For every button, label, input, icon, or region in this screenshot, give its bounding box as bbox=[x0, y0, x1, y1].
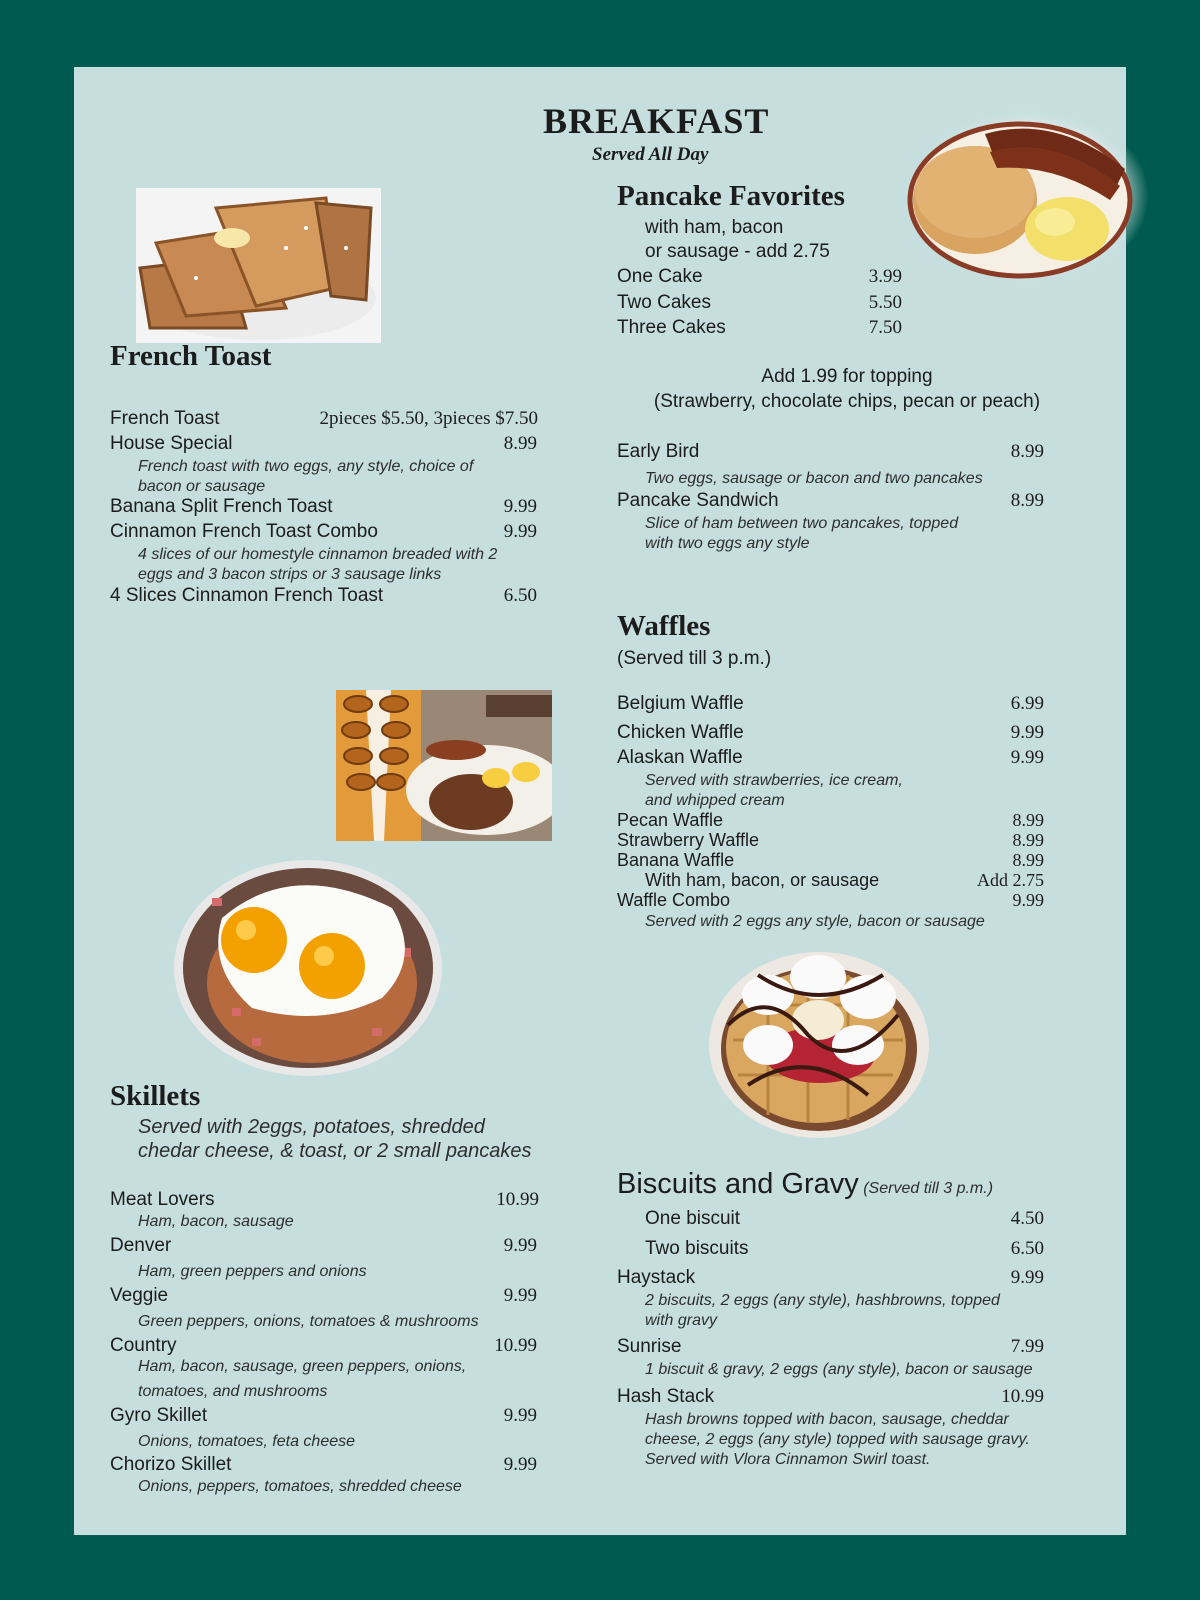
pancake-note-1: with ham, bacon bbox=[645, 217, 784, 238]
topping-options: (Strawberry, chocolate chips, pecan or peach) bbox=[653, 391, 1041, 412]
menu-item-name: Chorizo Skillet bbox=[110, 1454, 232, 1475]
menu-item-name: Alaskan Waffle bbox=[617, 747, 743, 768]
biscuits-note: (Served till 3 p.m.) bbox=[863, 1180, 994, 1197]
menu-item-name: Early Bird bbox=[617, 441, 700, 462]
menu-item-description: 4 slices of our homestyle cinnamon breaded with 2 bbox=[138, 546, 498, 563]
skillet-photo bbox=[172, 858, 444, 1078]
menu-item-name: Two Cakes bbox=[617, 292, 711, 313]
menu-item-name: Pecan Waffle bbox=[617, 810, 724, 830]
menu-item-price: 8.99 bbox=[1012, 850, 1044, 870]
menu-item-description: 2 biscuits, 2 eggs (any style), hashbrowns, topped bbox=[645, 1292, 1000, 1309]
menu-item-price: 9.99 bbox=[503, 1405, 537, 1426]
menu-item-name: Cinnamon French Toast Combo bbox=[110, 521, 378, 542]
menu-item-price: 8.99 bbox=[503, 433, 537, 454]
menu-item-price: 8.99 bbox=[1012, 830, 1044, 850]
menu-item-name: Meat Lovers bbox=[110, 1189, 215, 1210]
menu-item-price: 8.99 bbox=[1010, 441, 1044, 462]
pancake-note-2: or sausage - add 2.75 bbox=[645, 241, 830, 262]
menu-item-price: 9.99 bbox=[503, 521, 537, 542]
skillets-heading: Skillets bbox=[110, 1080, 201, 1112]
menu-item-description: Hash browns topped with bacon, sausage, cheddar bbox=[645, 1411, 1009, 1428]
menu-item-price: 6.50 bbox=[503, 585, 537, 606]
menu-item-description: Ham, bacon, sausage, green peppers, onions, bbox=[138, 1358, 467, 1375]
menu-item-description: Onions, tomatoes, feta cheese bbox=[138, 1433, 356, 1450]
menu-item-name: One biscuit bbox=[645, 1208, 741, 1229]
menu-item-price: 9.99 bbox=[503, 496, 537, 517]
menu-item-name: Chicken Waffle bbox=[617, 722, 744, 743]
menu-item-name: Haystack bbox=[617, 1267, 696, 1288]
menu-item-description: eggs and 3 bacon strips or 3 sausage links bbox=[138, 566, 442, 583]
menu-item-price: 9.99 bbox=[503, 1285, 537, 1306]
menu-item-description: tomatoes, and mushrooms bbox=[138, 1383, 328, 1400]
menu-item-price: 9.99 bbox=[503, 1454, 537, 1475]
menu-item-price: 3.99 bbox=[868, 266, 902, 287]
menu-item-description: Served with 2 eggs any style, bacon or sausage bbox=[645, 913, 985, 930]
topping-note: Add 1.99 for topping bbox=[761, 366, 933, 387]
menu-item-price: 10.99 bbox=[496, 1189, 539, 1210]
french-toast-photo bbox=[136, 188, 381, 343]
menu-item-price: 4.50 bbox=[1010, 1208, 1044, 1229]
menu-item-description: cheese, 2 eggs (any style) topped with sausage gravy. bbox=[645, 1431, 1030, 1448]
menu-item-description: Slice of ham between two pancakes, topped bbox=[645, 515, 959, 532]
menu-item-price: 9.99 bbox=[1010, 1267, 1044, 1288]
breakfast-platter-photo bbox=[336, 690, 552, 841]
menu-item-price: 7.50 bbox=[868, 317, 902, 338]
menu-item-name: Sunrise bbox=[617, 1336, 682, 1357]
menu-item-description: 1 biscuit & gravy, 2 eggs (any style), bacon or sausage bbox=[645, 1361, 1033, 1378]
menu-item-name: Hash Stack bbox=[617, 1386, 715, 1407]
skillets-intro: chedar cheese, & toast, or 2 small pancakes bbox=[138, 1140, 532, 1162]
menu-item-description: French toast with two eggs, any style, choice of bbox=[138, 458, 474, 475]
menu-item-name: Denver bbox=[110, 1235, 172, 1256]
menu-item-name: One Cake bbox=[617, 266, 703, 287]
menu-item-name: Two biscuits bbox=[645, 1238, 749, 1259]
menu-item-price: 8.99 bbox=[1010, 490, 1044, 511]
menu-subtitle: Served All Day bbox=[592, 144, 709, 165]
menu-item-price: Add 2.75 bbox=[977, 870, 1044, 890]
menu-item-price: 5.50 bbox=[868, 292, 902, 313]
menu-item-name: Banana Split French Toast bbox=[110, 496, 333, 517]
menu-title: BREAKFAST bbox=[543, 101, 770, 141]
menu-item-price: 7.99 bbox=[1010, 1336, 1044, 1357]
menu-item-price: 6.50 bbox=[1010, 1238, 1044, 1259]
menu-item-description: with gravy bbox=[645, 1312, 718, 1329]
menu-item-name: French Toast bbox=[110, 408, 220, 429]
menu-item-description: Served with strawberries, ice cream, bbox=[645, 772, 903, 789]
menu-item-price: 9.99 bbox=[503, 1235, 537, 1256]
menu-item-price: 6.99 bbox=[1010, 693, 1044, 714]
menu-item-price: 10.99 bbox=[494, 1335, 537, 1356]
waffles-heading: Waffles bbox=[617, 610, 711, 642]
menu-item-name: Waffle Combo bbox=[617, 890, 731, 910]
menu-item-price: 9.99 bbox=[1012, 890, 1044, 910]
menu-item-name: Gyro Skillet bbox=[110, 1405, 208, 1426]
waffles-subtitle: (Served till 3 p.m.) bbox=[617, 648, 772, 669]
menu-item-name: House Special bbox=[110, 433, 233, 454]
pancake-photo bbox=[905, 104, 1150, 289]
menu-item-description: with two eggs any style bbox=[645, 535, 810, 552]
menu-item-name: Veggie bbox=[110, 1285, 169, 1306]
menu-item-description: and whipped cream bbox=[645, 792, 785, 809]
menu-item-description: Served with Vlora Cinnamon Swirl toast. bbox=[645, 1451, 931, 1468]
menu-item-price: 9.99 bbox=[1010, 722, 1044, 743]
menu-item-name: Belgium Waffle bbox=[617, 693, 744, 714]
menu-item-addon: With ham, bacon, or sausage bbox=[645, 870, 880, 890]
menu-item-price: 10.99 bbox=[1001, 1386, 1044, 1407]
menu-item-name: Strawberry Waffle bbox=[617, 830, 760, 850]
menu-item-price: 2pieces $5.50, 3pieces $7.50 bbox=[319, 408, 538, 429]
biscuits-heading-line bbox=[617, 1168, 993, 1201]
menu-item-name: Country bbox=[110, 1335, 177, 1356]
waffle-photo bbox=[708, 945, 930, 1140]
menu-item-name: 4 Slices Cinnamon French Toast bbox=[110, 585, 384, 606]
skillets-intro: Served with 2eggs, potatoes, shredded bbox=[138, 1116, 485, 1138]
menu-item-description: Two eggs, sausage or bacon and two pancakes bbox=[645, 470, 983, 487]
pancake-favorites-heading: Pancake Favorites bbox=[617, 180, 845, 212]
menu-item-description: Ham, bacon, sausage bbox=[138, 1213, 294, 1230]
menu-item-price: 9.99 bbox=[1010, 747, 1044, 768]
menu-item-description: Onions, peppers, tomatoes, shredded cheese bbox=[138, 1478, 462, 1495]
menu-item-description: Ham, green peppers and onions bbox=[138, 1263, 367, 1280]
french-toast-heading: French Toast bbox=[110, 340, 272, 372]
menu-item-description: Green peppers, onions, tomatoes & mushrooms bbox=[138, 1313, 479, 1330]
biscuits-heading: Biscuits and Gravy bbox=[617, 1168, 859, 1200]
menu-item-name: Pancake Sandwich bbox=[617, 490, 779, 511]
menu-item-description: bacon or sausage bbox=[138, 478, 266, 495]
menu-item-price: 8.99 bbox=[1012, 810, 1044, 830]
menu-item-name: Banana Waffle bbox=[617, 850, 735, 870]
menu-item-name: Three Cakes bbox=[617, 317, 726, 338]
